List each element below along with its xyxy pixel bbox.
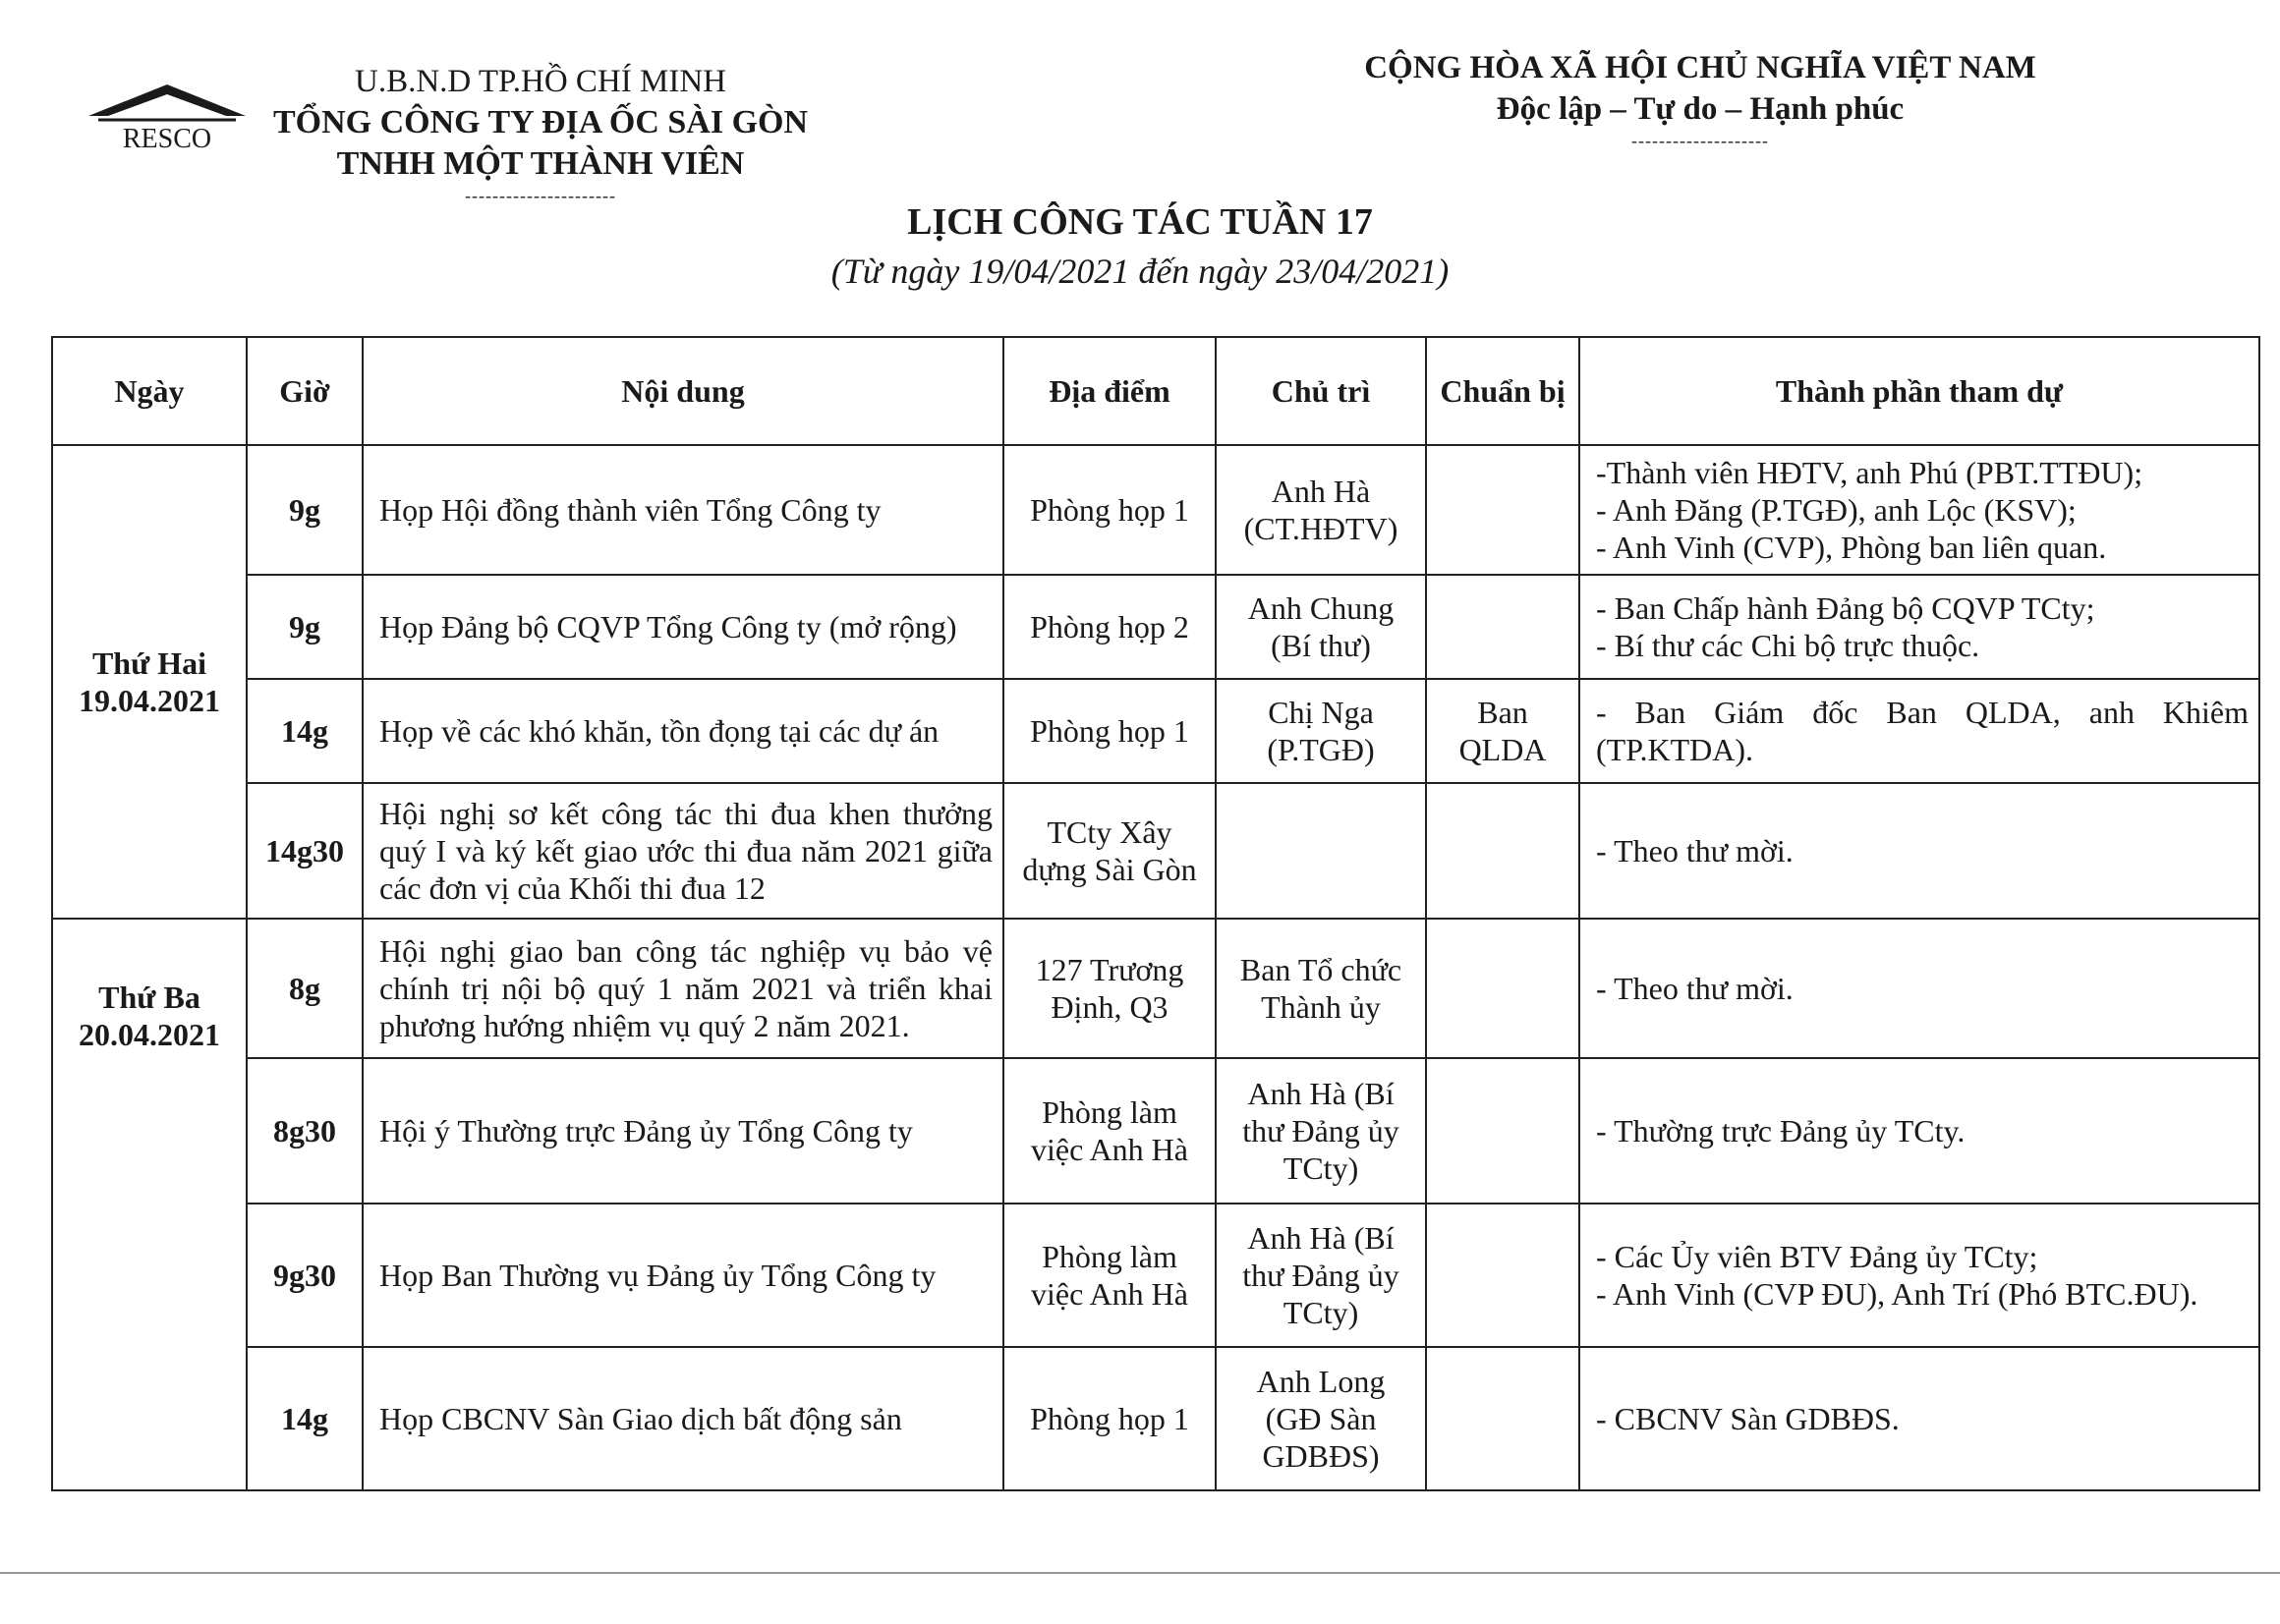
location-cell: Phòng họp 1 — [1003, 1347, 1216, 1490]
right-divider: -------------------- — [1631, 131, 1769, 150]
organization-header — [236, 61, 845, 206]
chair-cell: Anh Hà (CT.HĐTV) — [1216, 445, 1426, 575]
motto: Độc lập – Tự do – Hạnh phúc — [1496, 91, 1905, 127]
time-cell: 9g — [247, 445, 363, 575]
prepare-cell — [1426, 1347, 1579, 1490]
header-location: Địa điểm — [1003, 337, 1216, 445]
prepare-cell — [1426, 445, 1579, 575]
chair-cell: Chị Nga (P.TGĐ) — [1216, 679, 1426, 783]
content-cell: Họp CBCNV Sàn Giao dịch bất động sản — [363, 1347, 1003, 1490]
time-cell: 14g30 — [247, 783, 363, 919]
attendees-cell — [1579, 575, 2259, 679]
table-row — [52, 1204, 2259, 1347]
table-row — [52, 575, 2259, 679]
chair-cell: Anh Long (GĐ Sàn GDBĐS) — [1216, 1347, 1426, 1490]
content-cell: Họp Đảng bộ CQVP Tổng Công ty (mở rộng) — [363, 575, 1003, 679]
prepare-cell: Ban QLDA — [1426, 679, 1579, 783]
time-cell: 8g30 — [247, 1058, 363, 1204]
content-cell: Họp Hội đồng thành viên Tổng Công ty — [363, 445, 1003, 575]
day-name: Thứ Ba — [98, 980, 200, 1015]
company-type: TNHH MỘT THÀNH VIÊN — [336, 145, 745, 182]
chair-cell: Anh Hà (Bí thư Đảng ủy TCty) — [1216, 1058, 1426, 1204]
content-cell: Họp về các khó khăn, tồn đọng tại các dự án — [363, 679, 1003, 783]
day-name: Thứ Hai — [91, 645, 207, 681]
attendees-cell — [1579, 445, 2259, 575]
attendees-cell — [1579, 1347, 2259, 1490]
schedule-title: LỊCH CÔNG TÁC TUẦN 17 — [907, 201, 1373, 243]
day-cell-tuesday — [52, 919, 247, 1490]
attendee-line: - Theo thư mời. — [1596, 971, 1794, 1006]
time-cell: 9g — [247, 575, 363, 679]
table-row — [52, 679, 2259, 783]
table-row — [52, 1058, 2259, 1204]
parent-authority: U.B.N.D TP.HỒ CHÍ MINH — [354, 64, 726, 99]
document-title — [550, 196, 1730, 295]
table-header-row — [52, 337, 2259, 445]
attendees-cell — [1579, 1204, 2259, 1347]
attendee-line: - Ban Chấp hành Đảng bộ CQVP TCty; — [1596, 590, 2095, 626]
attendee-line: - Ban Giám đốc Ban QLDA, anh Khiêm (TP.KTDA). — [1596, 695, 2249, 767]
location-cell: Phòng họp 1 — [1003, 445, 1216, 575]
header-time: Giờ — [247, 337, 363, 445]
location-cell: 127 Trương Định, Q3 — [1003, 919, 1216, 1058]
scan-bottom-edge — [0, 1572, 2280, 1574]
attendee-line: - Bí thư các Chi bộ trực thuộc. — [1596, 628, 1980, 663]
company-name: TỔNG CÔNG TY ĐỊA ỐC SÀI GÒN — [272, 104, 809, 140]
content-cell: Họp Ban Thường vụ Đảng ủy Tổng Công ty — [363, 1204, 1003, 1347]
attendees-cell — [1579, 679, 2259, 783]
header-prepare: Chuẩn bị — [1426, 337, 1579, 445]
day-cell-monday — [52, 445, 247, 919]
schedule-table — [51, 336, 2260, 1491]
table-row — [52, 783, 2259, 919]
time-cell: 9g30 — [247, 1204, 363, 1347]
prepare-cell — [1426, 575, 1579, 679]
prepare-cell — [1426, 783, 1579, 919]
attendee-line: - Theo thư mời. — [1596, 833, 1794, 868]
attendee-line: - Thường trực Đảng ủy TCty. — [1596, 1113, 1966, 1148]
chair-cell — [1216, 783, 1426, 919]
table-row — [52, 1347, 2259, 1490]
schedule-date-range: (Từ ngày 19/04/2021 đến ngày 23/04/2021) — [830, 252, 1450, 291]
table-row — [52, 445, 2259, 575]
attendee-line: - CBCNV Sàn GDBĐS. — [1596, 1401, 1900, 1436]
resco-logo — [79, 77, 256, 155]
chair-cell: Anh Hà (Bí thư Đảng ủy TCty) — [1216, 1204, 1426, 1347]
attendees-cell — [1579, 1058, 2259, 1204]
header-content: Nội dung — [363, 337, 1003, 445]
time-cell: 8g — [247, 919, 363, 1058]
header-day: Ngày — [52, 337, 247, 445]
left-divider: ---------------------- — [465, 186, 616, 205]
chair-cell: Ban Tổ chức Thành ủy — [1216, 919, 1426, 1058]
logo-text: RESCO — [122, 124, 212, 154]
prepare-cell — [1426, 1204, 1579, 1347]
location-cell: Phòng làm việc Anh Hà — [1003, 1058, 1216, 1204]
header-attendees: Thành phần tham dự — [1579, 337, 2259, 445]
attendee-line: -Thành viên HĐTV, anh Phú (PBT.TTĐU); — [1596, 455, 2143, 490]
content-cell: Hội nghị giao ban công tác nghiệp vụ bảo vệ chính trị nội bộ quý 1 năm 2021 và triển khai phương hướng nhiệm vụ quý 2 năm 2021. — [363, 919, 1003, 1058]
location-cell: TCty Xây dựng Sài Gòn — [1003, 783, 1216, 919]
content-cell: Hội nghị sơ kết công tác thi đua khen thưởng quý I và ký kết giao ước thi đua năm 2021 giữa các đơn vị của Khối thi đua 12 — [363, 783, 1003, 919]
national-header — [1317, 47, 2083, 151]
attendees-cell — [1579, 919, 2259, 1058]
day-date: 19.04.2021 — [79, 683, 220, 718]
attendee-line: - Các Ủy viên BTV Đảng ủy TCty; — [1596, 1239, 2038, 1274]
attendees-cell — [1579, 783, 2259, 919]
table-row — [52, 919, 2259, 1058]
content-cell: Hội ý Thường trực Đảng ủy Tổng Công ty — [363, 1058, 1003, 1204]
attendee-line: - Anh Vinh (CVP ĐU), Anh Trí (Phó BTC.ĐU). — [1596, 1276, 2198, 1312]
location-cell: Phòng họp 2 — [1003, 575, 1216, 679]
time-cell: 14g — [247, 1347, 363, 1490]
location-cell: Phòng làm việc Anh Hà — [1003, 1204, 1216, 1347]
time-cell: 14g — [247, 679, 363, 783]
header-chair: Chủ trì — [1216, 337, 1426, 445]
attendee-line: - Anh Đăng (P.TGĐ), anh Lộc (KSV); — [1596, 492, 2077, 528]
prepare-cell — [1426, 1058, 1579, 1204]
chair-cell: Anh Chung (Bí thư) — [1216, 575, 1426, 679]
day-date: 20.04.2021 — [79, 1017, 220, 1052]
location-cell: Phòng họp 1 — [1003, 679, 1216, 783]
country-name: CỘNG HÒA XÃ HỘI CHỦ NGHĨA VIỆT NAM — [1364, 50, 2036, 85]
attendee-line: - Anh Vinh (CVP), Phòng ban liên quan. — [1596, 530, 2107, 565]
prepare-cell — [1426, 919, 1579, 1058]
